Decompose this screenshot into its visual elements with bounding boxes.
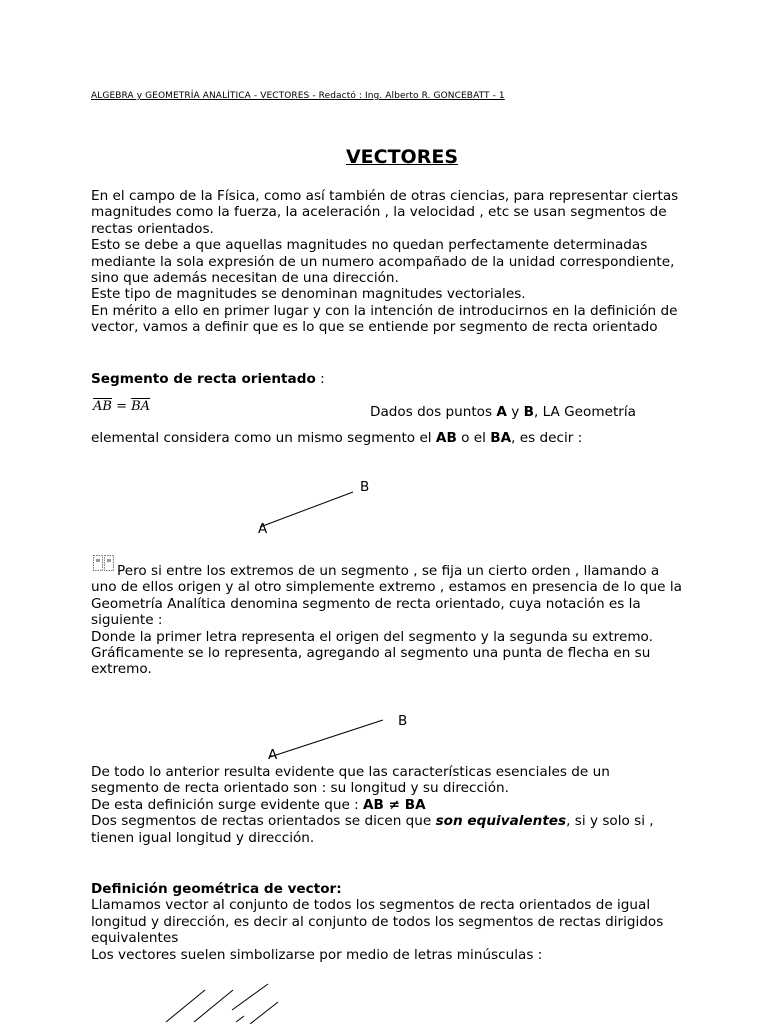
- segmento-line2: [91, 430, 731, 446]
- parallel-vectors-figure: [160, 982, 290, 1024]
- text-line: En el campo de la Física, como así también de otras ciencias, para representar ciertas: [91, 188, 679, 204]
- text-run: , si y solo si ,: [566, 813, 654, 830]
- text-line: uno de ellos origen y al otro simplemente extremo , estamos en presencia de lo que la: [91, 579, 682, 596]
- text-line: Los vectores suelen simbolizarse por medio de letras minúsculas :: [91, 946, 543, 963]
- equation-eq: =: [111, 399, 132, 414]
- text-line: sino que además necesitan de una dirección.: [91, 270, 399, 287]
- vector-segment: [236, 1016, 244, 1022]
- text-run: , es decir :: [511, 430, 583, 446]
- text-line: equivalentes: [91, 930, 179, 947]
- text-line: Llamamos vector al conjunto de todos los segmentos de recta orientados de igual: [91, 897, 651, 914]
- section-heading-definicion: Definición geométrica de vector:: [91, 881, 342, 897]
- segment-figure-2: [260, 712, 400, 767]
- text-line: Esto se debe a que aquellas magnitudes no quedan perfectamente determinadas: [91, 237, 648, 254]
- text-run: Dos segmentos de rectas orientados se dicen que: [91, 813, 436, 830]
- equation-ab-equals-ba: [93, 399, 150, 414]
- text-line: rectas orientados.: [91, 220, 214, 237]
- figure2-label-a: A: [268, 747, 278, 763]
- text-line: [91, 797, 731, 813]
- text-line: Geometría Analítica denomina segmento de recta orientado, cuya notación es la: [91, 595, 641, 612]
- equation-left: $\overline{AB}$: [93, 399, 112, 414]
- segment-ba: BA: [490, 430, 512, 446]
- figure2-label-b: B: [398, 713, 408, 729]
- text-run: De esta definición surge evidente que :: [91, 796, 364, 813]
- text-line: Donde la primer letra representa el origen del segmento y la segunda su extremo.: [91, 628, 653, 645]
- text-line: Pero si entre los extremos de un segmento , se fija un cierto orden , llamando a: [117, 563, 660, 579]
- text-line: siguiente :: [91, 612, 163, 629]
- vector-segment: [250, 1002, 278, 1024]
- text-line: tienen igual longitud y dirección.: [91, 829, 315, 846]
- intro-paragraph: [91, 188, 731, 336]
- vector-segment: [232, 984, 268, 1010]
- point-a: A: [496, 404, 507, 420]
- heading-colon: :: [315, 371, 325, 387]
- emphasis-equivalentes: son equivalentes: [435, 813, 567, 830]
- caracteristicas-paragraph: [91, 764, 731, 846]
- not-equal-sign: ≠: [383, 796, 405, 813]
- text-line: [91, 813, 731, 829]
- heading-text: Segmento de recta orientado: [91, 371, 316, 387]
- text-line: extremo.: [91, 661, 152, 678]
- text-line: magnitudes como la fuerza, la aceleración , la velocidad , etc se usan segmentos de: [91, 204, 667, 221]
- running-head: ALGEBRA y GEOMETRÍA ANALÍTICA - VECTORES - Redactó : Ing. Alberto R. GONCEBATT - 1: [91, 91, 505, 101]
- segment-ba: BA: [404, 796, 426, 813]
- text-line: Este tipo de magnitudes se denominan magnitudes vectoriales.: [91, 286, 526, 303]
- equation-right: $\overline{BA}$: [131, 399, 151, 414]
- segment-line: [270, 720, 383, 757]
- segment-line: [260, 492, 353, 527]
- text-line: De todo lo anterior resulta evidente que las características esenciales de un: [91, 764, 610, 780]
- text-line: Gráficamente se lo representa, agregando al segmento una punta de flecha en su: [91, 645, 651, 662]
- definicion-paragraph: [91, 881, 731, 963]
- text-line: vector, vamos a definir que es lo que se entiende por segmento de recta orientado: [91, 319, 658, 336]
- figure1-label-b: B: [360, 479, 370, 495]
- figure1-label-a: A: [258, 521, 268, 537]
- orientado-paragraph: [91, 563, 731, 579]
- orientado-paragraph-cont: [91, 579, 731, 677]
- point-b: B: [523, 404, 534, 420]
- text-run: , LA Geometría: [534, 404, 636, 420]
- section-heading-segmento: [91, 371, 731, 387]
- page-title: VECTORES: [345, 146, 459, 168]
- text-run: Dados dos puntos: [370, 404, 497, 420]
- segmento-line1: [370, 404, 730, 420]
- text-line: segmento de recta orientado son : su longitud y su dirección.: [91, 780, 509, 797]
- text-run: o el: [456, 430, 491, 446]
- text-line: longitud y dirección, es decir al conjunto de todos los segmentos de rectas dirigidos: [91, 913, 664, 930]
- segment-ab: AB: [435, 430, 457, 446]
- segment-ab: AB: [363, 796, 384, 813]
- text-run: y: [506, 404, 524, 420]
- text-line: En mérito a ello en primer lugar y con la intención de introducirnos en la definición de: [91, 302, 678, 319]
- text-line: mediante la sola expresión de un numero acompañado de la unidad correspondiente,: [91, 253, 675, 270]
- text-run: elemental considera como un mismo segmento el: [91, 430, 436, 446]
